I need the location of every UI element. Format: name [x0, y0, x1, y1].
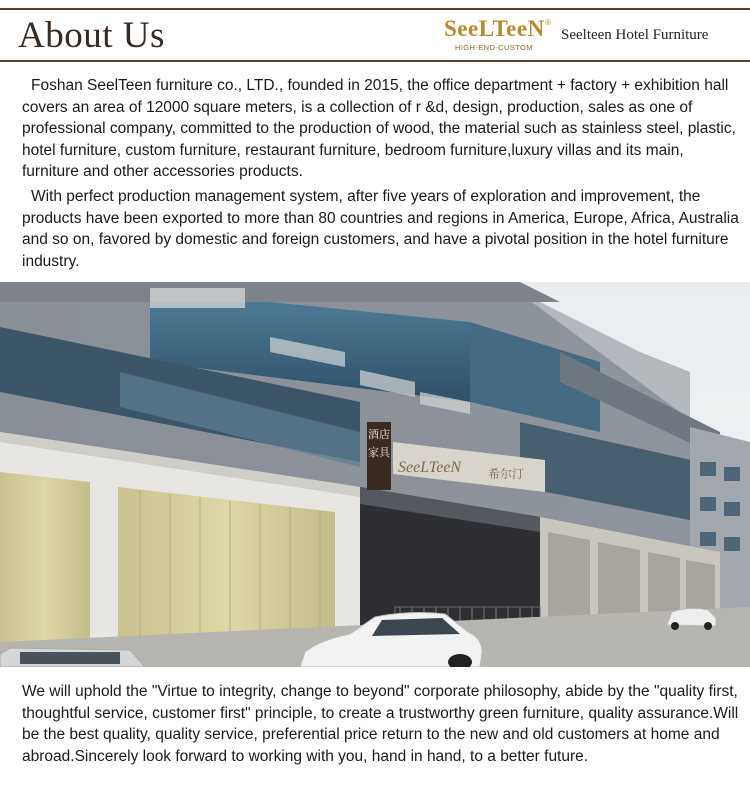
logo-wordmark: SeeLTeeN: [444, 16, 545, 41]
top-rule: [0, 8, 750, 10]
header-divider: [0, 60, 750, 62]
logo-trademark: ®: [545, 18, 551, 27]
brand-caption: Seelteen Hotel Furniture: [561, 27, 709, 43]
intro-paragraph: Foshan SeelTeen furniture co., LTD., founded in 2015, the office department + factory + exhibition hall covers an area of 12000 square meters, is a collection of r &d, design, production, sales as one of professional company, committed to the production of wood, the material such as stainless steel, plastic, hotel furniture, custom furniture, restaurant furniture, bedroom furniture,luxury villas and its main, furniture and other accessories products.: [22, 77, 736, 180]
building-sign-chinese: 希尔汀: [488, 467, 525, 481]
logo-tagline: HIGH-END-CUSTOM: [455, 43, 533, 52]
factory-photo: [0, 282, 750, 667]
philosophy-paragraph: We will uphold the "Virtue to integrity, change to beyond" corporate philosophy, abide by the "quality first, thoughtful service, customer first" principle, to create a trustworthy green furniture, quality assurance.Will be the best quality, quality service, preferential price return to the new and old customers at home and abroad.Sincerely look forward to working with you, hand in hand, to a better future.: [22, 683, 739, 765]
history-paragraph: With perfect production management system, after five years of exploration and improvement, the products have been exported to more than 80 countries and regions in America, Europe, Africa, Australia and so on, favored by domestic and foreign customers, and have a pivotal position in the hotel furniture industry.: [22, 188, 739, 270]
brand-logo: [444, 16, 554, 56]
sign-vertical-1: 酒店: [368, 428, 390, 441]
page-title: About Us: [18, 15, 165, 56]
grey-car: [0, 648, 145, 667]
sign-vertical-2: 家具: [368, 446, 390, 459]
building-sign-brand: SeeLTeeN: [398, 459, 462, 476]
